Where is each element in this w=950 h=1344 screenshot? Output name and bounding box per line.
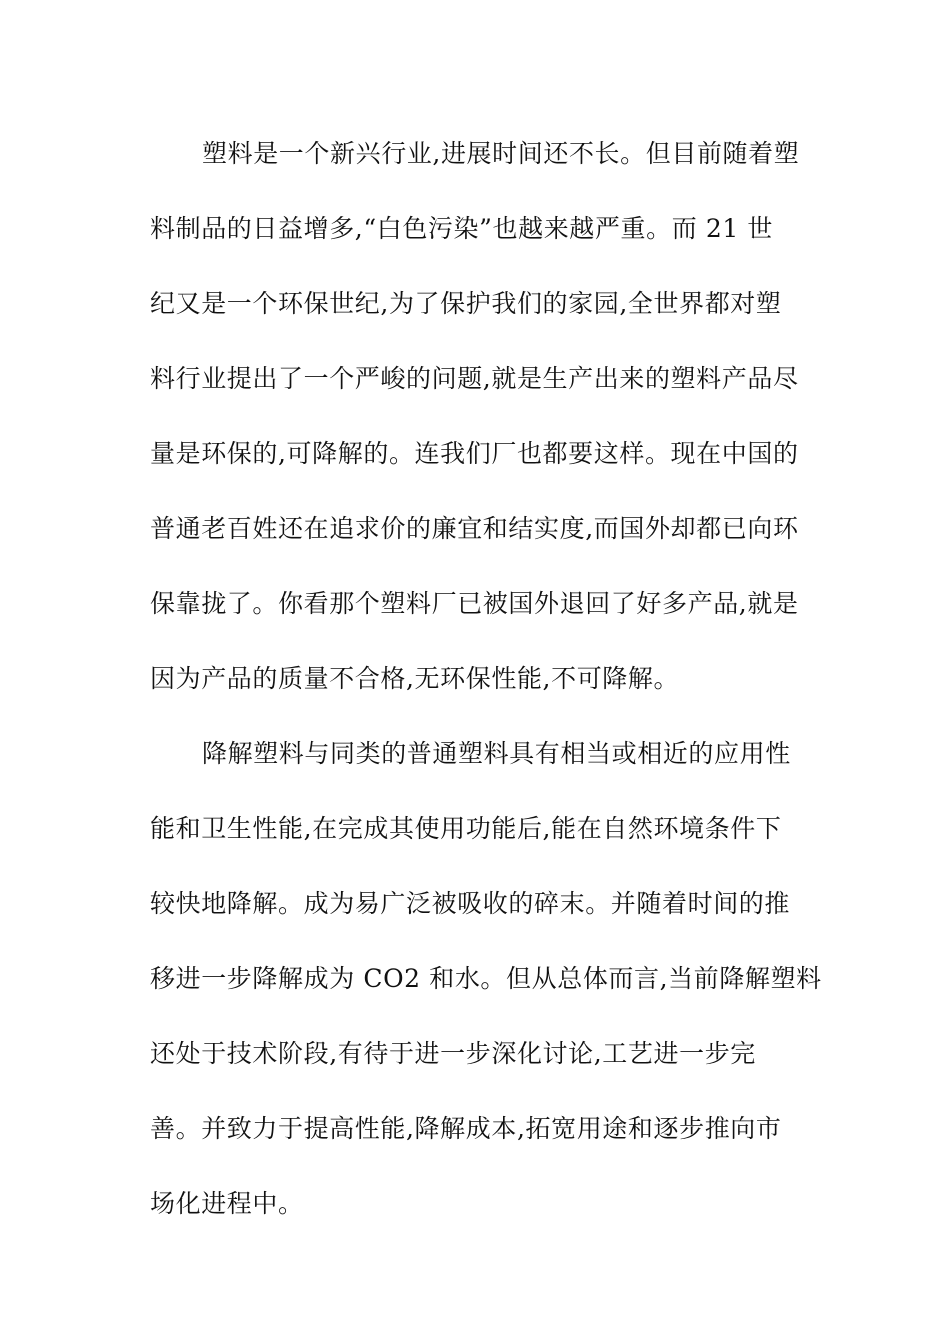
paragraph-line: 移进一步降解成为 CO2 和水。但从总体而言,当前降解塑料 [150,964,822,993]
document-body [150,132,822,1257]
paragraph-line: 善。并致力于提高性能,降解成本,拓宽用途和逐步推向市 [150,1114,782,1143]
paragraph-line: 普通老百姓还在追求价的廉宜和结实度,而国外却都已向环 [150,514,799,543]
paragraph-line: 纪又是一个环保世纪,为了保护我们的家园,全世界都对塑 [150,289,782,318]
paragraph-line: 料制品的日益增多,“白色污染”也越来越严重。而 21 世 [150,214,774,243]
paragraph-line: 因为产品的质量不合格,无环保性能,不可降解。 [150,664,680,693]
paragraph-line: 还处于技术阶段,有待于进一步深化讨论,工艺进一步完 [150,1039,756,1068]
paragraph-line: 较快地降解。成为易广泛被吸收的碎末。并随着时间的推 [150,889,791,918]
paragraph-line: 保靠拢了。你看那个塑料厂已被国外退回了好多产品,就是 [150,589,799,618]
paragraph-line: 量是环保的,可降解的。连我们厂也都要这样。现在中国的 [150,439,799,468]
paragraph-line: 塑料是一个新兴行业,进展时间还不长。但目前随着塑 [202,139,800,168]
paragraph-2 [150,732,822,1257]
paragraph-line: 降解塑料与同类的普通塑料具有相当或相近的应用性 [202,739,791,768]
paragraph-line: 场化进程中。 [150,1189,304,1218]
paragraph-line: 料行业提出了一个严峻的问题,就是生产出来的塑料产品尽 [150,364,799,393]
paragraph-line: 能和卫生性能,在完成其使用功能后,能在自然环境条件下 [150,814,782,843]
paragraph-1 [150,132,810,732]
